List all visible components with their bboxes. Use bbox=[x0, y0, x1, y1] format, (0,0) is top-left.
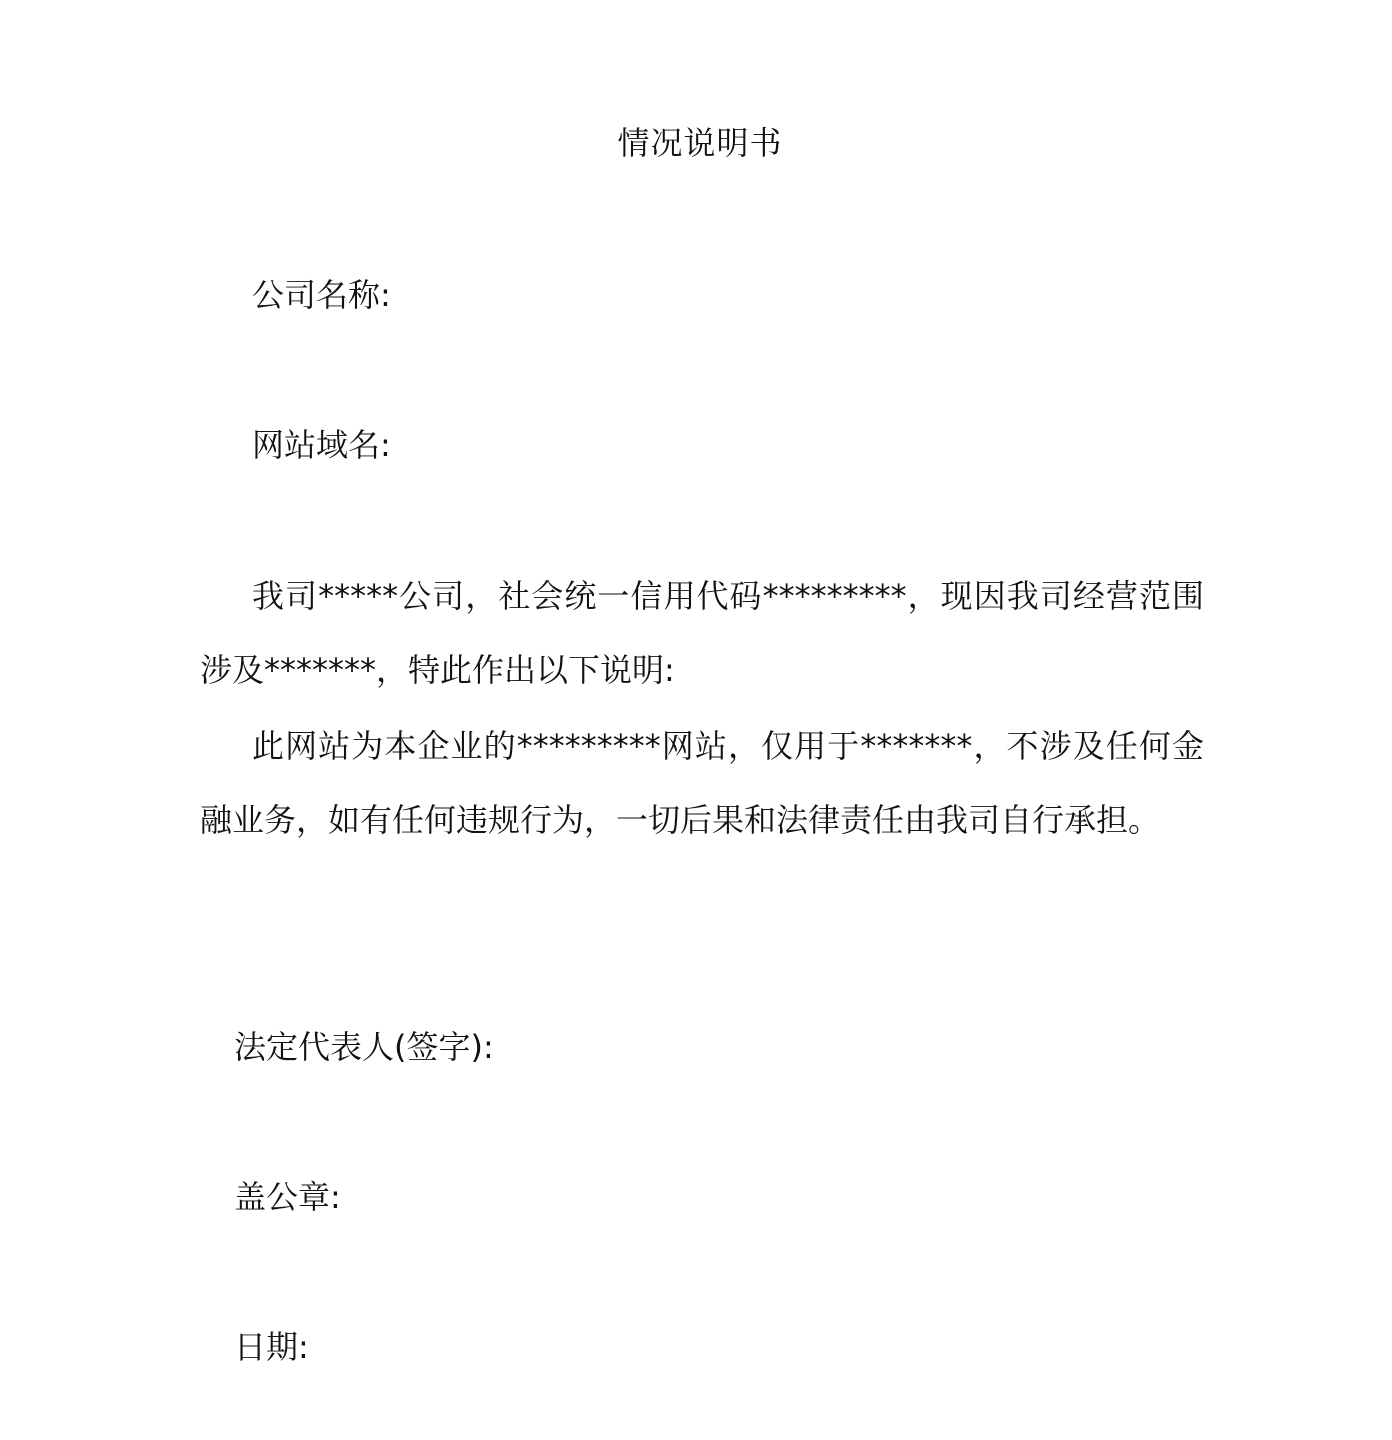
document-title: 情况说明书 bbox=[617, 124, 783, 162]
statement-paragraph-2: 此网站为本企业的*********网站，仅用于*******，不涉及任何金融业务，如有任何违规行为，一切后果和法律责任由我司自行承担。 bbox=[200, 727, 1204, 839]
company-seal-label: 盖公章: bbox=[234, 1178, 341, 1216]
statement-paragraph-1: 我司*****公司，社会统一信用代码*********，现因我司经营范围涉及*******，特此作出以下说明: bbox=[200, 577, 1204, 689]
website-domain-label: 网站域名: bbox=[252, 426, 391, 464]
company-name-label: 公司名称: bbox=[252, 276, 391, 314]
legal-representative-signature-label: 法定代表人(签字): bbox=[234, 1028, 494, 1066]
date-label: 日期: bbox=[234, 1328, 309, 1366]
